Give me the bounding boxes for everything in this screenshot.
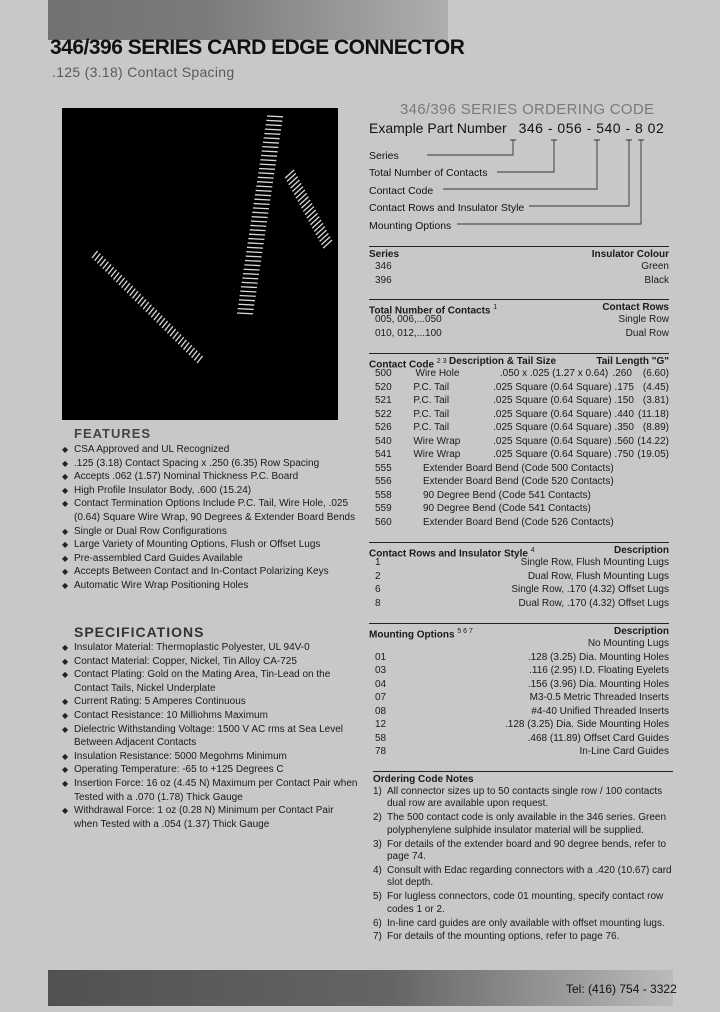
tail-length-in: .260 [612,368,632,379]
table-row [369,421,669,435]
tail-size: .025 Square (0.64 Square) [493,449,612,460]
connector-pin [178,337,184,344]
list-item: ◆ Contact Material: Copper, Nickel, Tin Alloy CA-725 [60,655,360,669]
list-item: ◆ .125 (3.18) Contact Spacing x .250 (6.35) Row Spacing [60,457,360,471]
connector-pin [258,173,274,174]
list-item: ◆ Current Rating: 5 Amperes Continuous [60,695,360,709]
connector-pin [132,291,138,298]
table-row [369,664,669,678]
table-row [369,408,669,422]
connector-illustration [62,108,338,420]
tail-length-in: .350 [614,422,634,433]
contact-code: 560 [375,516,392,528]
table-row: 346 Green [375,261,669,272]
table-row [369,651,669,665]
specifications-heading: SPECIFICATIONS [74,624,205,640]
note-number: 2) [373,812,382,824]
note-number: 1) [373,786,382,797]
list-item: ◆ Insulation Resistance: 5000 Megohms Minimum [60,750,360,764]
mounting-code [369,637,419,651]
tail-size: .050 x .025 (1.27 x 0.64) [499,368,609,379]
title-band [48,0,448,40]
contact-code: 555 [375,462,392,474]
mounting-code: 03 [375,665,387,676]
contact-code: 556 [375,476,392,487]
note-text: All connector sizes up to 50 contacts single row / 100 contacts dual row are available upon request. [387,786,663,810]
note-item [373,839,673,864]
contact-code: 520 [375,381,392,393]
connector-pin [240,291,256,292]
oc-label-contact-code: Contact Code [369,184,434,197]
table-row [369,570,669,584]
list-item: ◆ Accepts .062 (1.57) Nominal Thickness P.C. Board [60,470,360,484]
list-item: ◆ Automatic Wire Wrap Positioning Holes [60,579,360,593]
table-row [369,732,669,746]
connector-pin [255,195,271,196]
note-item [373,891,673,916]
connector-pin [264,134,280,135]
connector-pin [244,269,260,270]
connector-pin [167,326,173,333]
connector-pin [239,300,255,301]
contact-type: Wire Wrap [413,449,461,460]
notes-list [373,786,673,944]
connector-pin [248,243,264,244]
connector-pin [266,120,282,121]
connector-pin [262,151,278,152]
connector-pin [170,329,176,336]
connector-pin [266,125,282,126]
mounting-code: 04 [375,678,387,690]
product-photo [62,108,338,420]
list-item: ◆ Dielectric Withstanding Voltage: 1500 V AC rms at Sea Level Between Adjacent Contacts [60,723,360,750]
connector-pin [108,267,114,274]
total-contacts-table [369,299,669,340]
connector-pin [246,252,262,253]
list-item: ◆ Pre-assembled Card Guides Available [60,552,360,566]
contact-type: P.C. Tail [413,395,450,406]
footer-phone: Tel: (416) 754 - 3322 [566,982,677,996]
note-item [373,918,673,930]
connector-pin [249,234,265,235]
row-style-description: Single Row, Flush Mounting Lugs [520,557,669,568]
oc-label-row-style: Contact Rows and Insulator Style [369,202,525,215]
list-item: ◆ Insertion Force: 16 oz (4.45 N) Maximum per Contact Pair when Tested with a .070 (1.78) Thick Gauge [60,777,360,804]
list-item: ◆ Contact Termination Options Include P.C. Tail, Wire Hole, .025 (0.64) Square Wire Wrap, 90 Degrees & Extender Board Bends [60,497,360,524]
connector-pin [184,342,190,349]
note-item [373,786,673,811]
tail-length-mm: (11.18) [638,408,669,420]
table-row [369,516,669,530]
mounting-options-rows [369,637,669,759]
example-label: Example Part Number [369,120,507,136]
table-row [369,556,669,570]
connector-pin [263,142,279,143]
connector-pin [143,302,149,309]
connector-pin [151,310,157,317]
note-text: Consult with Edac regarding connectors with a .420 (10.67) card slot depth. [387,864,672,889]
mounting-code: 01 [375,651,387,663]
contact-code-head: Contact Code $^{2 3}$ Description & Tail Size Tail Length "G" [369,353,669,367]
connector-pin [262,147,278,148]
tail-length-in: .440 [614,408,634,420]
connector-pin [114,272,120,279]
tail-size: .025 Square (0.64 Square) [493,381,612,393]
tail-length-in: .750 [614,449,634,460]
connector-pin [122,281,128,288]
connector-pin [165,324,171,331]
row-style-description: Dual Row, Flush Mounting Lugs [527,570,669,582]
connector-pin [251,221,267,222]
connector-pin [124,283,130,290]
connector-pin [159,318,165,325]
list-item: ◆ Large Variety of Mounting Options, Flush or Offset Lugs [60,538,360,552]
connector-pin [252,212,268,213]
connector-pin [116,275,122,282]
table-row [369,583,669,597]
contact-type: Wire Hole [415,368,460,379]
connector-pin [194,353,200,360]
connector-pin [149,307,155,314]
contact-type: P.C. Tail [413,422,450,433]
connector-pin [260,164,276,165]
connector-pin [103,262,109,269]
contact-code: 521 [375,395,392,406]
connector-pin [130,289,136,296]
ordering-code-notes [373,771,673,945]
connector-pin [259,169,275,170]
features-list [60,443,360,593]
connector-pin [267,116,283,117]
tail-size: .025 Square (0.64 Square) [493,435,612,447]
table-row [369,705,669,719]
connector-pin [253,208,269,209]
ordering-code-labels [369,148,669,235]
mounting-description: .468 (11.89) Offset Card Guides [527,732,669,744]
oc-label-contacts: Total Number of Contacts [369,167,488,180]
connector-pin [140,299,146,306]
table-row: 010, 012,...100 Dual Row [375,327,669,339]
connector-pin [242,278,258,279]
list-item: ◆ Operating Temperature: -65 to +125 Degrees C [60,763,360,777]
list-item: ◆ Insulator Material: Thermoplastic Polyester, UL 94V-0 [60,641,360,655]
connector-pin [244,265,260,266]
row-style-description: Single Row, .170 (4.32) Offset Lugs [511,584,669,595]
tail-length-in: .150 [614,395,634,406]
connector-pin [265,129,281,130]
row-style-rows [369,556,669,610]
example-part-number [369,120,664,136]
list-item: ◆ Single or Dual Row Configurations [60,525,360,539]
contact-type: P.C. Tail [413,408,450,420]
mounting-options-table [369,623,669,759]
note-text: In-line card guides are only available with offset mounting lugs. [387,917,665,929]
row-style-code: 1 [375,557,381,568]
connector-pin [105,264,111,271]
mounting-description: .128 (3.25) Dia. Side Mounting Holes [505,719,669,730]
row-style-code: 8 [375,597,381,609]
mounting-description: M3-0.5 Metric Threaded Inserts [529,692,669,703]
mounting-description: .156 (3.96) Dia. Mounting Holes [527,678,669,690]
features-heading: FEATURES [74,426,152,441]
series-table [369,246,669,287]
note-item [373,812,673,837]
connector-pin [264,138,280,139]
table-row [369,475,669,489]
connector-pin [256,186,272,187]
connector-pin [258,177,274,178]
contact-code: 559 [375,503,392,514]
table-row: 005, 006,...050 Single Row [375,314,669,325]
mounting-code: 12 [375,719,387,730]
connector-pin [240,295,256,296]
tail-length-mm: (8.89) [642,422,669,433]
table-row [369,394,669,408]
list-item: ◆ Accepts Between Contact and In-Contact Polarizing Keys [60,565,360,579]
connector-pin [243,274,259,275]
tail-length-mm: (4.45) [642,381,669,393]
contact-type: P.C. Tail [413,381,450,393]
connector-pin [154,313,160,320]
connector-pin [248,239,264,240]
tail-size: .025 Square (0.64 Square) [493,408,612,420]
connector-pin [146,305,152,312]
table-row [369,381,669,395]
connector-pin [186,345,192,352]
specifications-list [60,641,360,831]
note-number: 5) [373,891,382,903]
connector-pin [238,304,254,305]
list-item: ◆ High Profile Insulator Body, .600 (15.24) [60,484,360,498]
note-number: 7) [373,931,382,943]
note-text: For lugless connectors, code 01 mounting, specify contact row codes 1 or 2. [387,891,664,915]
connector-pin [245,260,261,261]
table-row [369,367,669,381]
connector-pin [256,190,272,191]
bend-description: Extender Board Bend (Code 500 Contacts) [423,462,614,474]
connector-pin [246,256,262,257]
mounting-code: 78 [375,746,387,757]
connector-pin [138,297,144,304]
connector-pin [175,334,181,341]
mounting-description: .116 (2.95) I.D. Floating Eyelets [529,665,669,676]
connector-pin [135,294,141,301]
table-row [369,718,669,732]
tail-length-mm: (19.05) [637,449,669,460]
contact-code-table [369,353,669,529]
row-style-head: Contact Rows and Insulator Style $^4$ Description [369,542,669,556]
row-style-description: Dual Row, .170 (4.32) Offset Lugs [518,597,669,609]
page-title: 346/396 SERIES CARD EDGE CONNECTOR [50,36,465,59]
mounting-description: .128 (3.25) Dia. Mounting Holes [527,651,669,663]
tail-length-mm: (6.60) [642,368,670,379]
table-row [369,637,669,651]
table-row [369,691,669,705]
list-item: ◆ CSA Approved and UL Recognized [60,443,360,457]
connector-pin [241,287,257,288]
tail-size: .025 Square (0.64 Square) [493,422,612,433]
table-row [369,489,669,503]
ordering-code-title: 346/396 SERIES ORDERING CODE [400,101,655,118]
connector-pin [250,230,266,231]
mounting-description: No Mounting Lugs [587,638,669,649]
connector-pin [254,199,270,200]
contact-code: 500 [375,368,392,379]
bend-description: 90 Degree Bend (Code 541 Contacts) [423,489,591,501]
connector-pin [173,332,179,339]
tail-size: .025 Square (0.64 Square) [493,395,612,406]
note-text: The 500 contact code is only available in the 346 series. Green polyphenylene sulphide insulator material will be supplied. [387,812,667,836]
contact-code: 541 [375,449,392,460]
contact-code: 540 [375,435,392,447]
mounting-options-head: Mounting Options $^{5 6 7}$ Description [369,623,669,637]
row-style-code: 6 [375,584,381,595]
mounting-code: 58 [375,732,387,744]
tail-length-mm: (3.81) [642,395,669,406]
connector-pin [260,160,276,161]
total-contacts-head: Total Number of Contacts $^1$ Contact Rows [369,299,669,313]
row-style-table [369,542,669,610]
oc-label-mounting: Mounting Options [369,219,452,232]
connector-pin [97,256,103,263]
oc-label-series: Series [369,150,399,162]
connector-pin [119,278,125,285]
table-row [369,597,669,611]
connector-pin [250,225,266,226]
note-number: 3) [373,838,382,850]
bend-description: 90 Degree Bend (Code 541 Contacts) [423,503,591,514]
connector-pin [254,204,270,205]
note-number: 6) [373,917,382,929]
connector-pin [181,340,187,347]
table-row [369,448,669,462]
list-item: ◆ Contact Resistance: 10 Milliohms Maximum [60,709,360,723]
connector-pin [192,351,198,358]
connector-pin [111,270,117,277]
note-item [373,865,673,890]
connector-pin [95,254,101,261]
note-item [373,931,673,943]
page-subtitle: .125 (3.18) Contact Spacing [52,64,235,80]
contact-code: 522 [375,408,392,420]
table-row [369,678,669,692]
notes-heading: Ordering Code Notes [373,771,673,786]
table-row [369,462,669,476]
table-row [369,502,669,516]
list-item: ◆ Withdrawal Force: 1 oz (0.28 N) Minimum per Contact Pair when Tested with a .054 (1.37) Thick Gauge [60,804,360,831]
list-item: ◆ Contact Plating: Gold on the Mating Area, Tin-Lead on the Contact Tails, Nickel Underplate [60,668,360,695]
contact-code-rows [369,367,669,529]
tail-length-in: .560 [614,435,634,447]
connector-pin [127,286,133,293]
connector-pin [157,316,163,323]
note-text: For details of the extender board and 90 degree bends, refer to page 74. [387,838,667,863]
connector-pin [261,155,277,156]
connector-pin [237,313,253,314]
row-style-code: 2 [375,570,381,582]
contact-code: 526 [375,422,392,433]
mounting-description: In-Line Card Guides [579,746,669,757]
connector-pin [197,356,203,363]
note-text: For details of the mounting options, refer to page 76. [387,931,620,943]
connector-pin [257,182,273,183]
connector-pin [189,348,195,355]
series-table-head: Series Insulator Colour [369,246,669,260]
connector-pin [100,259,106,266]
mounting-code: 07 [375,692,387,703]
bend-description: Extender Board Bend (Code 520 Contacts) [423,476,614,487]
connector-pin [162,321,168,328]
example-code: 346 - 056 - 540 - 8 02 [518,120,665,136]
table-row: 396 Black [375,274,669,286]
connector-pin [238,309,254,310]
tail-length-mm: (14.22) [637,435,669,447]
bend-description: Extender Board Bend (Code 526 Contacts) [423,516,614,528]
note-number: 4) [373,864,382,876]
mounting-code: 08 [375,705,387,717]
contact-type: Wire Wrap [413,435,461,447]
tail-length-in: .175 [614,381,634,393]
table-row [369,745,669,759]
connector-pin [247,247,263,248]
connector-pin [242,282,258,283]
mounting-description: #4-40 Unified Threaded Inserts [531,705,669,717]
connector-pin [252,217,268,218]
table-row [369,435,669,449]
contact-code: 558 [375,489,392,501]
connector-pin [92,251,98,258]
